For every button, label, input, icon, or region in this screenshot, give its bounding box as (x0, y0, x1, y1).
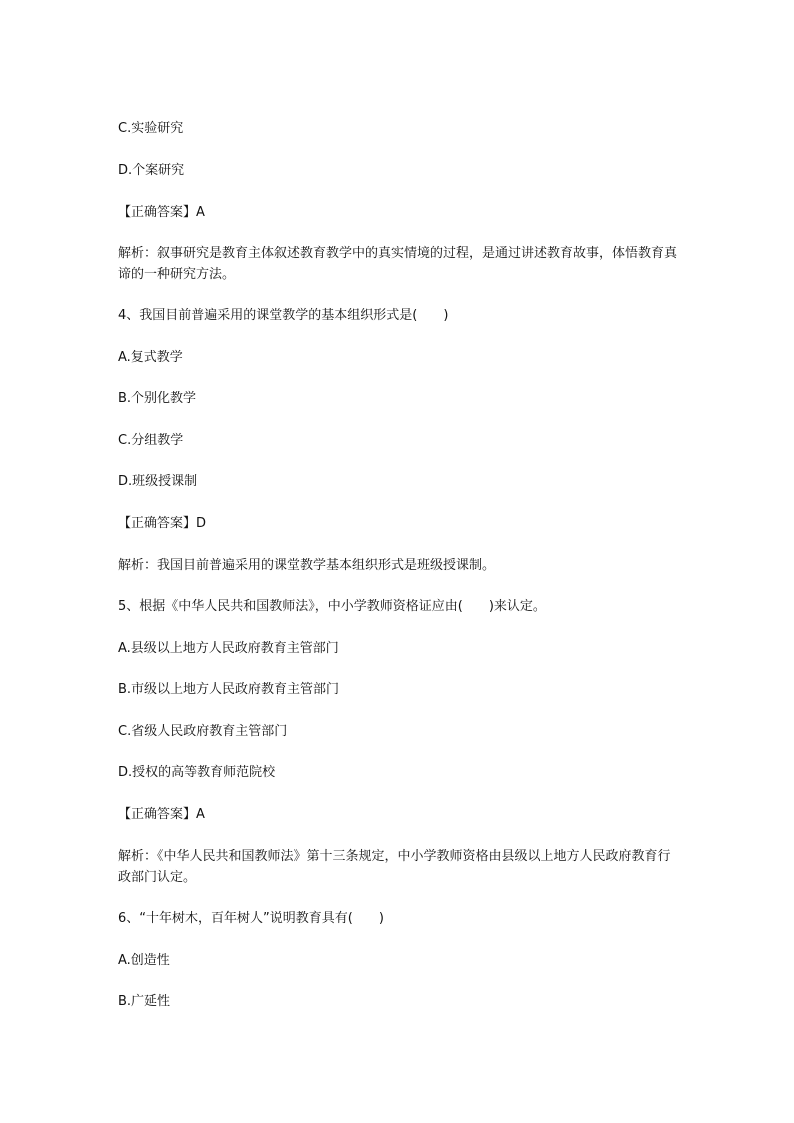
text-line: B.广延性 (118, 994, 171, 1009)
text-line: A.创造性 (118, 953, 170, 968)
text-line: A.县级以上地方人民政府教育主管部门 (118, 641, 339, 656)
text-line: 【正确答案】A (118, 807, 205, 822)
text-line: 解析：《中华人民共和国教师法》第十三条规定，中小学教师资格由县级以上地方人民政府教育行政部门认定。 (118, 849, 671, 885)
text-line: B.个别化教学 (118, 391, 197, 406)
text-line: D.授权的高等教育师范院校 (118, 765, 276, 780)
text-line: 4、我国目前普遍采用的课堂教学的基本组织形式是( ) (118, 308, 449, 323)
text-line: C.实验研究 (118, 121, 184, 136)
text-line: C.省级人民政府教育主管部门 (118, 724, 288, 739)
text-line: 【正确答案】D (118, 516, 207, 531)
text-line: A.复式教学 (118, 350, 183, 365)
text-line: D.班级授课制 (118, 474, 198, 489)
text-line: 【正确答案】A (118, 205, 205, 220)
text-line: 5、根据《中华人民共和国教师法》，中小学教师资格证应由( )来认定。 (118, 599, 546, 614)
text-line: 解析：我国目前普遍采用的课堂教学基本组织形式是班级授课制。 (118, 558, 496, 573)
text-line: 解析：叙事研究是教育主体叙述教育教学中的真实情境的过程，是通过讲述教育故事，体悟教育真谛的一种研究方法。 (118, 246, 678, 282)
text-line: 6、“十年树木，百年树人”说明教育具有( ) (118, 911, 384, 926)
text-line: C.分组教学 (118, 433, 184, 448)
text-line: B.市级以上地方人民政府教育主管部门 (118, 682, 340, 697)
text-line: D.个案研究 (118, 163, 185, 178)
